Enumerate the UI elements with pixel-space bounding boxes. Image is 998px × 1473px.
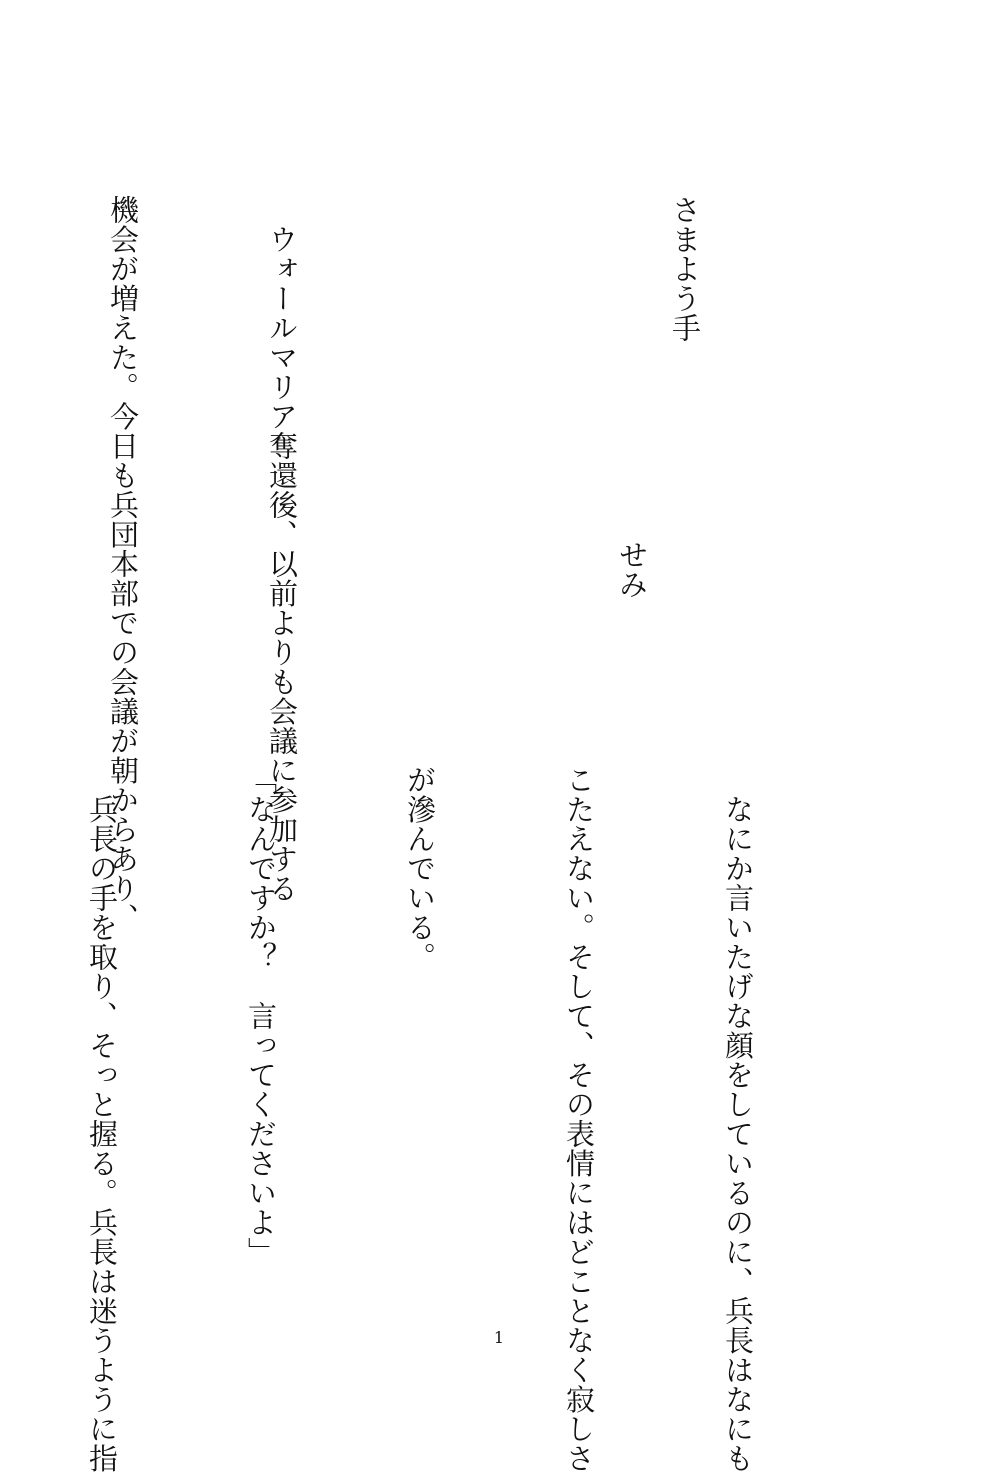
text-line: 「なんですか？ 言ってくださいよ」 xyxy=(244,765,278,1267)
story-title: さまよう手 xyxy=(668,195,702,343)
text-line: なにか言いたげな顔をしているのに、兵長はなにも xyxy=(721,765,755,1473)
lower-text-block xyxy=(0,765,870,1473)
text-line: が滲んでいる。 xyxy=(403,765,437,972)
title-column xyxy=(552,195,764,735)
spacer xyxy=(414,195,446,735)
author-name: せみ xyxy=(615,540,649,599)
text-line: 機会が増えた。今日も兵団本部での会議が朝からあり、 xyxy=(106,195,140,933)
text-line: 兵長の手を取り、そっと握る。兵長は迷うように指 xyxy=(85,765,119,1473)
page-number: 1 xyxy=(493,1328,505,1347)
text-line: こたえない。そして、その表情にはどことなく寂しさ xyxy=(562,765,596,1473)
text-line: ウォールマリア奪還後、以前よりも会議に参加する xyxy=(265,195,299,903)
